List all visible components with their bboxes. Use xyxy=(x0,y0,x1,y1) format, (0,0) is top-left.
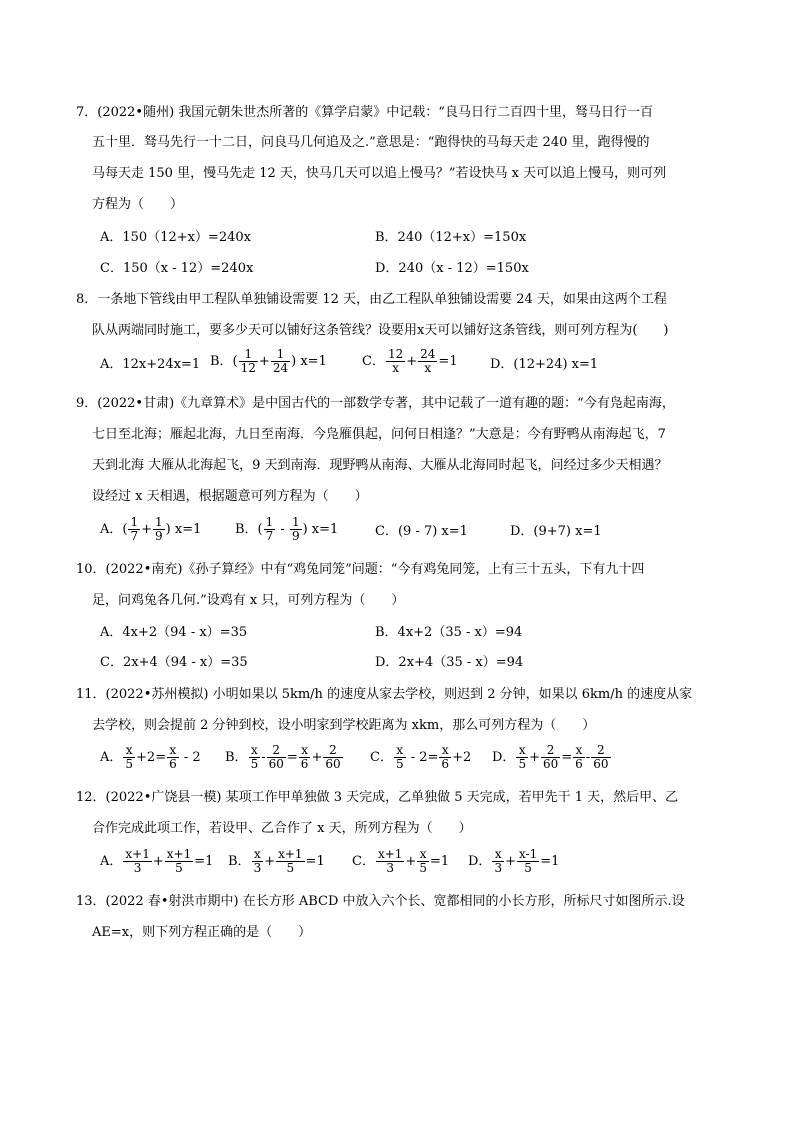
q11-line-2: 去学校，则会提前 2 分钟到校，设小明家到学校距离为 xkm，那么可列方程为（ ） xyxy=(92,718,596,733)
q12-option-a: A． $\frac{x+1}{3}$ + $\frac{x+1}{5}$ =1 xyxy=(100,847,214,875)
q8-line-2: 队从两端同时施工，要多少天可以铺好这条管线？设要用x天可以铺好这条管线，则可列方程为( ) xyxy=(92,323,669,338)
q9-option-a: A．( $\frac{1}{7}$ + $\frac{1}{9}$ ) x=1 xyxy=(100,515,202,543)
q11-option-b: B． $\frac{x}{5}$ - $\frac{2}{60}$ = $\frac{x}{6}$ + $\frac{2}{60}$ xyxy=(225,743,341,771)
q7-option-a: A．150（12+x）=240x xyxy=(100,230,252,245)
q7-line-2: 五十里．驽马先行一十二日，问良马几何追及之.”意思是：“跑得快的马每天走 240 里，跑得慢的 xyxy=(92,135,650,150)
q12-option-d: D． $\frac{x}{3}$ + $\frac{x-1}{5}$ =1 xyxy=(468,847,560,875)
q7-line-3: 马每天走 150 里，慢马先走 12 天，快马几天可以追上慢马？”若设快马 x 天可以追上慢马，则可列 xyxy=(92,166,667,181)
q9-line-3: 天到北海 大雁从北海起飞，9 天到南海．现野鸭从南海、大雁从北海同时起飞，问经过多少天相遇？ xyxy=(92,458,668,473)
q8-option-c: C． $\frac{12}{x}$ + $\frac{24}{x}$ =1 xyxy=(362,347,458,375)
q10-option-b: B．4x+2（35 - x）=94 xyxy=(375,625,523,640)
q9-option-d: D．(9+7) x=1 xyxy=(510,524,602,539)
q10-option-d: D．2x+4（35 - x）=94 xyxy=(375,655,524,670)
q9-line-1: 9．(2022•甘肃)《九章算术》是中国古代的一部数学专著，其中记载了一道有趣的题：“今有凫起南海， xyxy=(76,396,675,411)
q9-option-c: C．(9 - 7) x=1 xyxy=(375,524,468,539)
q13-line-2: AE=x，则下列方程正确的是（ ） xyxy=(92,925,312,940)
q7-option-d: D．240（x - 12）=150x xyxy=(375,261,529,276)
q7-line-1: 7．(2022•随州) 我国元朝朱世杰所著的《算学启蒙》中记载：“良马日行二百四十里，驽马日行一百 xyxy=(76,105,653,120)
q10-option-a: A．4x+2（94 - x）=35 xyxy=(100,625,248,640)
q10-line-2: 足，问鸡兔各几何.”设鸡有 x 只，可列方程为（ ） xyxy=(92,593,405,608)
q12-line-2: 合作完成此项工作，若设甲、乙合作了 x 天，所列方程为（ ） xyxy=(92,821,472,836)
q12-line-1: 12．(2022•广饶县一模) 某项工作甲单独做 3 天完成，乙单独做 5 天完成，若甲先干 1 天，然后甲、乙 xyxy=(76,790,679,805)
q10-option-c: C．2x+4（94 - x）=35 xyxy=(100,655,248,670)
q8-option-d: D．(12+24) x=1 xyxy=(490,357,599,372)
q12-option-c: C． $\frac{x+1}{3}$ + $\frac{x}{5}$ =1 xyxy=(352,847,450,875)
q8-line-1: 8．一条地下管线由甲工程队单独铺设需要 12 天，由乙工程队单独铺设需要 24 天，如果由这两个工程 xyxy=(76,292,667,307)
q7-option-b: B．240（12+x）=150x xyxy=(375,230,527,245)
q11-option-d: D． $\frac{x}{5}$ + $\frac{2}{60}$ = $\frac{x}{6}$ - $\frac{2}{60}$ xyxy=(492,743,609,771)
q13-line-1: 13．(2022 春•射洪市期中) 在长方形 ABCD 中放入六个长、宽都相同的小长方形，所标尺寸如图所示.设 xyxy=(76,894,685,909)
q9-option-b: B．( $\frac{1}{7}$ - $\frac{1}{9}$ ) x=1 xyxy=(235,515,339,543)
q11-option-a: A． $\frac{x}{5}$ +2= $\frac{x}{6}$ - 2 xyxy=(100,743,201,771)
q7-option-c: C．150（x - 12）=240x xyxy=(100,261,254,276)
q11-line-1: 11．(2022•苏州模拟) 小明如果以 5km/h 的速度从家去学校，则迟到 2 分钟，如果以 6km/h 的速度从家 xyxy=(76,687,693,702)
q12-option-b: B． $\frac{x}{3}$ + $\frac{x+1}{5}$ =1 xyxy=(228,847,325,875)
q10-line-1: 10．(2022•南充)《孙子算经》中有“鸡兔同笼”问题：“今有鸡兔同笼，上有三十五头，下有九十四 xyxy=(76,562,645,577)
q8-option-b: B．( $\frac{1}{12}$ + $\frac{1}{24}$ ) x=1 xyxy=(210,347,327,375)
q9-line-2: 七日至北海；雁起北海，九日至南海．今凫雁俱起，问何日相逢？”大意是：今有野鸭从南海起飞，7 xyxy=(92,427,666,442)
q11-option-c: C． $\frac{x}{5}$ - 2= $\frac{x}{6}$ +2 xyxy=(370,743,472,771)
q7-line-4: 方程为（ ） xyxy=(92,197,184,212)
q8-option-a: A．12x+24x=1 xyxy=(100,357,201,372)
q9-line-4: 设经过 x 天相遇，根据题意可列方程为（ ） xyxy=(92,489,368,504)
